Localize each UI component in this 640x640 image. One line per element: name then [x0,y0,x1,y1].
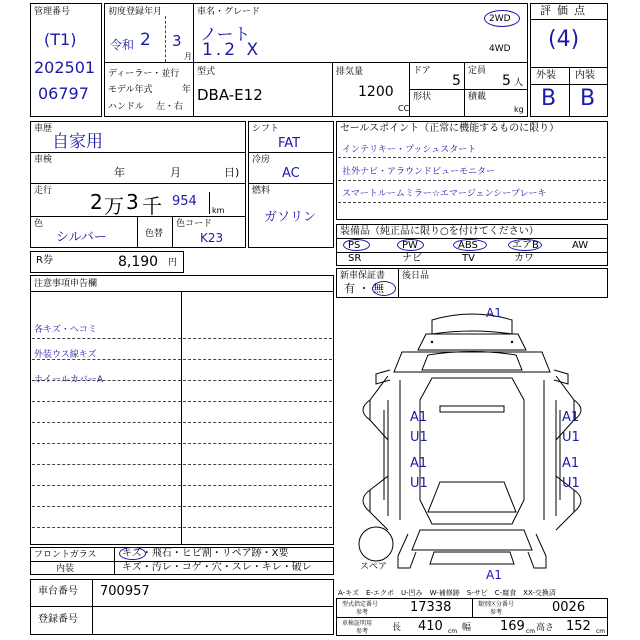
sales-item-3: スマートルームミラー☆エマージェンシーブレーキ [342,189,547,199]
ac-label: 冷房 [252,155,271,165]
shaken-month: 月 [170,166,181,179]
equip-airbag: エアB [512,240,539,251]
notes-box [30,275,334,545]
equip-navi: ナビ [402,253,422,264]
recycle-label: R券 [36,255,53,266]
load-unit: kg [514,105,524,114]
cert-label: 車検証明用 [342,620,373,627]
int-value: B [580,86,596,111]
displacement-unit: CC [398,104,410,113]
recycle-box [30,251,184,273]
book-label: 後日品 [402,271,430,281]
note-item-2: 外装ウス線キズ [34,350,97,360]
height-value: 152 [566,619,591,634]
equip-abs: ABS [458,240,478,251]
mileage-rest: 954 [172,194,197,209]
model-spec-value: 17338 [410,600,452,615]
model-value: DBA-E12 [197,86,263,104]
model-spec-ref: 参考 [356,609,369,616]
dealer-label: ディーラー・並行 [108,69,180,79]
mark-left-front-a: A1 [410,410,428,425]
model-label: 型式 [197,67,216,77]
length-value: 410 [418,619,443,634]
mark-right-rear-u: U1 [562,476,580,491]
grade-label: 評価点 [540,4,591,17]
fuel-label: 燃料 [252,186,271,196]
mark-left-rear-a: A1 [410,456,428,471]
equip-aw: AW [572,240,589,251]
reg-label: 初度登録年月 [108,7,163,17]
note-rule [32,527,332,528]
note-rule [32,401,332,402]
shift-value: FAT [278,136,301,151]
width-label: 幅 [462,623,472,633]
doors-label: ドア [413,66,431,76]
shaken-day: 日) [224,166,240,179]
note-item-1: 各キズ・ヘコミ [34,325,97,335]
note-rule [32,443,332,444]
warranty-label: 新車保証書 [340,271,386,281]
notes-label: 注意事項申告欄 [34,279,98,289]
ac-value: AC [282,166,300,181]
mileage-unit: km [212,206,225,215]
drive-4wd: 4WD [489,44,511,54]
note-rule [32,464,332,465]
sales-label: セールスポイント（正常に機能するものに限り） [340,123,560,134]
equip-pw: PW [402,240,418,251]
capacity-label: 定員 [468,66,487,76]
length-label: 長 [392,623,402,633]
class-label: 類別区分番号 [478,601,515,608]
chassis-value: 700957 [100,584,150,599]
mark-right-rear-a: A1 [562,456,580,471]
mark-left-front-u: U1 [410,430,428,445]
handle-label: ハンドル [108,102,145,112]
equip-ps: PS [348,240,361,251]
note-rule [32,485,332,486]
load-label: 積載 [468,92,487,102]
handle-value: 左・右 [156,102,184,112]
capacity-unit: 人 [514,78,524,88]
mark-left-rear-u: U1 [410,476,428,491]
mgmt-line1: (T1) [44,30,77,49]
glass-label: フロントガラス [34,550,97,560]
sales-item-2: 社外ナビ・アラウンドビューモニター [342,167,496,177]
color-code-label: 色コード [176,219,213,229]
interior-label: 内装 [56,564,75,574]
chassis-label: 車台番号 [38,586,78,597]
doors-value: 5 [452,73,461,89]
mileage-sen: 3 [126,190,139,214]
displacement-label: 排気量 [336,67,364,77]
width-value: 169 [500,619,525,634]
equip-sr: SR [348,253,362,264]
car-grade: 1.2 X [202,40,262,60]
mileage-sen-unit: 千 [142,194,162,218]
name-label: 車名・グレード [197,7,261,17]
mark-right-front-a: A1 [562,410,580,425]
usage-label: 車歴 [34,124,53,134]
capacity-value: 5 [502,73,511,89]
note-rule [32,506,332,507]
recycle-value: 8,190 [118,254,159,270]
model-year-unit: 年 [182,85,192,95]
grade-value: (4) [548,27,580,52]
warranty-value: 有 ・ 無 [344,282,384,295]
equipment-label: 装備品（純正品に限り○を付けてください） [340,226,539,237]
ext-value: B [541,86,557,111]
car-name: ノート [200,25,251,45]
glass-value: キズ・飛石・ヒビ割・リペア跡・X要 [122,548,289,559]
mgmt-line2: 202501 [34,58,96,77]
note-rule [32,422,332,423]
color-value: シルバー [56,230,107,245]
usage-value: 自家用 [52,132,103,152]
reg-month-unit: 月 [184,52,192,61]
color-code: K23 [200,231,224,245]
shape-label: 形状 [413,92,432,102]
sales-item-1: インテリキー・プッシュスタート [342,145,477,155]
cert-ref: 参考 [356,628,369,635]
model-spec-label: 型式指定番号 [342,601,379,608]
regnum-label: 登録番号 [38,614,78,625]
class-value: 0026 [552,600,586,615]
class-ref: 参考 [490,609,503,616]
reg-month: 3 [172,32,182,50]
reg-era: 令和 [110,38,135,52]
width-unit: cm [526,628,536,635]
interior-value: キズ・汚レ・コゲ・穴・スレ・キレ・破レ [122,562,312,573]
ext-label: 外装 [536,70,556,81]
int-label: 内装 [575,70,595,81]
color-label: 色 [34,219,44,229]
length-unit: cm [448,628,458,635]
height-label: 高さ [536,623,555,633]
fuel-value: ガソリン [264,210,317,225]
equip-tv: TV [462,253,475,264]
mileage-man: 2 [90,190,103,214]
spare-label: スペア [360,562,388,572]
mileage-man-unit: 万 [104,194,124,218]
mark-right-front-u: U1 [562,430,580,445]
color-change-label: 色替 [145,229,164,239]
mgmt-line3: 06797 [38,84,89,103]
mark-front: A1 [486,306,502,320]
shaken-label: 車検 [34,155,53,165]
mgmt-label: 管理番号 [34,7,71,17]
shaken-year: 年 [114,166,125,179]
reg-year: 2 [140,30,151,50]
drive-2wd: 2WD [489,14,511,24]
note-item-3: ホイールカバーA [34,375,103,385]
recycle-unit: 円 [168,258,178,268]
displacement-value: 1200 [358,84,394,100]
model-year-label: モデル年式 [108,85,153,95]
mileage-label: 走行 [34,186,53,196]
height-unit: cm [596,628,606,635]
note-rule [32,338,332,339]
equip-leather: カワ [514,253,534,264]
shift-label: シフト [252,124,280,134]
damage-legend: A-キズ E-エクボ U-凹み W-補修跡 S-サビ C-腐食 XX-交換済 [338,589,556,597]
mark-rear: A1 [486,568,502,582]
